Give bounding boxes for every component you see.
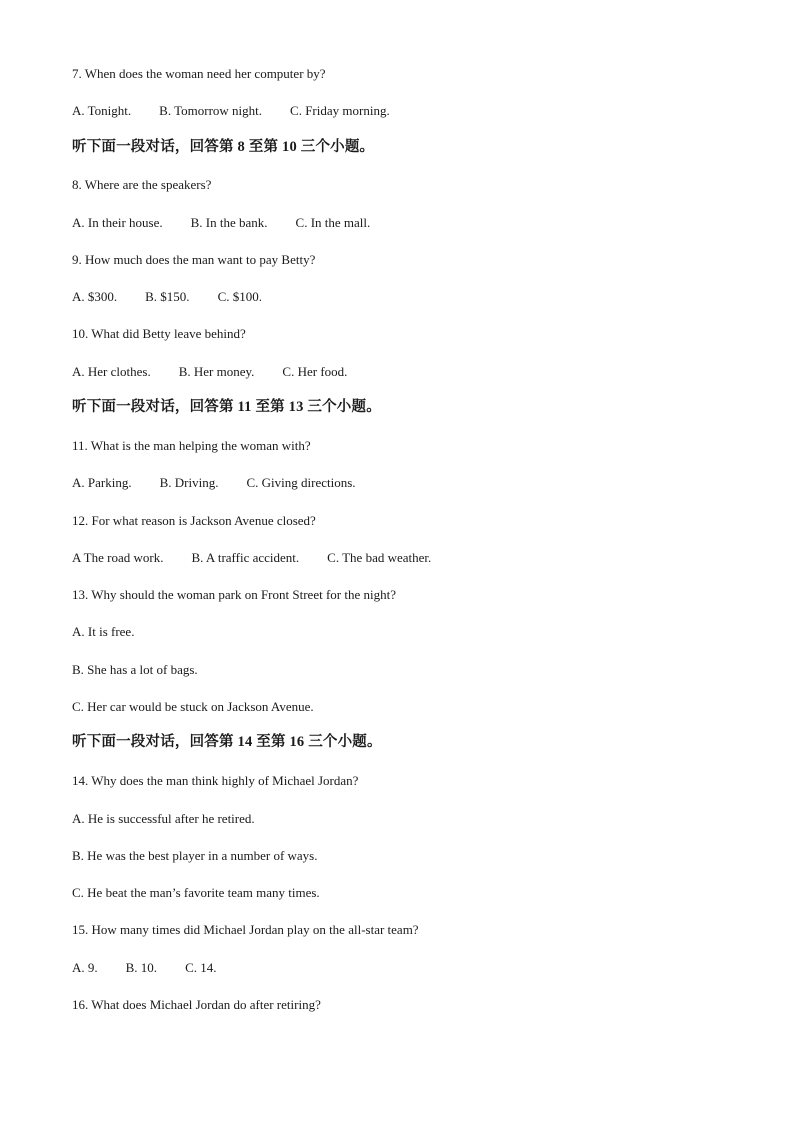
option-b: B. In the bank. <box>190 215 268 230</box>
option-14-a: A. He is successful after he retired. <box>72 811 255 826</box>
option-a: A. $300. <box>72 289 118 304</box>
option-13-c: C. Her car would be stuck on Jackson Avenue. <box>72 699 314 714</box>
option-13-b: B. She has a lot of bags. <box>72 662 198 677</box>
section-heading-8-10: 听下面一段对话，回答第 8 至第 10 三个小题。 <box>72 139 375 155</box>
question-12: 12. For what reason is Jackson Avenue closed? <box>72 513 316 528</box>
options-7 <box>72 103 390 119</box>
option-c: C. 14. <box>185 960 217 975</box>
option-c: C. Her food. <box>282 364 348 379</box>
options-10 <box>72 364 347 380</box>
option-b: B. Her money. <box>178 364 255 379</box>
option-a: A. In their house. <box>72 215 163 230</box>
option-b: B. Tomorrow night. <box>159 103 263 118</box>
option-c: C. Giving directions. <box>246 475 356 490</box>
question-16: 16. What does Michael Jordan do after retiring? <box>72 997 321 1012</box>
option-c: C. The bad weather. <box>327 550 432 565</box>
option-a: A The road work. <box>72 550 164 565</box>
section-heading-11-13: 听下面一段对话，回答第 11 至第 13 三个小题。 <box>72 399 381 415</box>
options-8 <box>72 215 370 231</box>
option-14-c: C. He beat the man’s favorite team many times. <box>72 885 320 900</box>
question-8: 8. Where are the speakers? <box>72 177 212 192</box>
options-12 <box>72 550 431 566</box>
question-13: 13. Why should the woman park on Front Street for the night? <box>72 587 396 602</box>
option-a: A. 9. <box>72 960 98 975</box>
question-10: 10. What did Betty leave behind? <box>72 326 246 341</box>
question-11: 11. What is the man helping the woman with? <box>72 438 311 453</box>
option-a: A. Her clothes. <box>72 364 151 379</box>
option-b: B. 10. <box>125 960 158 975</box>
options-9 <box>72 289 262 305</box>
option-c: C. In the mall. <box>295 215 371 230</box>
option-13-a: A. It is free. <box>72 624 135 639</box>
option-14-b: B. He was the best player in a number of ways. <box>72 848 318 863</box>
question-15: 15. How many times did Michael Jordan play on the all-star team? <box>72 922 419 937</box>
option-c: C. Friday morning. <box>290 103 390 118</box>
options-15 <box>72 960 216 976</box>
option-a: A. Parking. <box>72 475 132 490</box>
option-b: B. A traffic accident. <box>191 550 300 565</box>
question-14: 14. Why does the man think highly of Michael Jordan? <box>72 773 359 788</box>
question-9: 9. How much does the man want to pay Betty? <box>72 252 316 267</box>
option-c: C. $100. <box>217 289 262 304</box>
option-b: B. $150. <box>145 289 190 304</box>
option-a: A. Tonight. <box>72 103 132 118</box>
options-11 <box>72 475 356 491</box>
option-b: B. Driving. <box>159 475 219 490</box>
section-heading-14-16: 听下面一段对话，回答第 14 至第 16 三个小题。 <box>72 734 382 750</box>
question-7: 7. When does the woman need her computer by? <box>72 66 326 81</box>
